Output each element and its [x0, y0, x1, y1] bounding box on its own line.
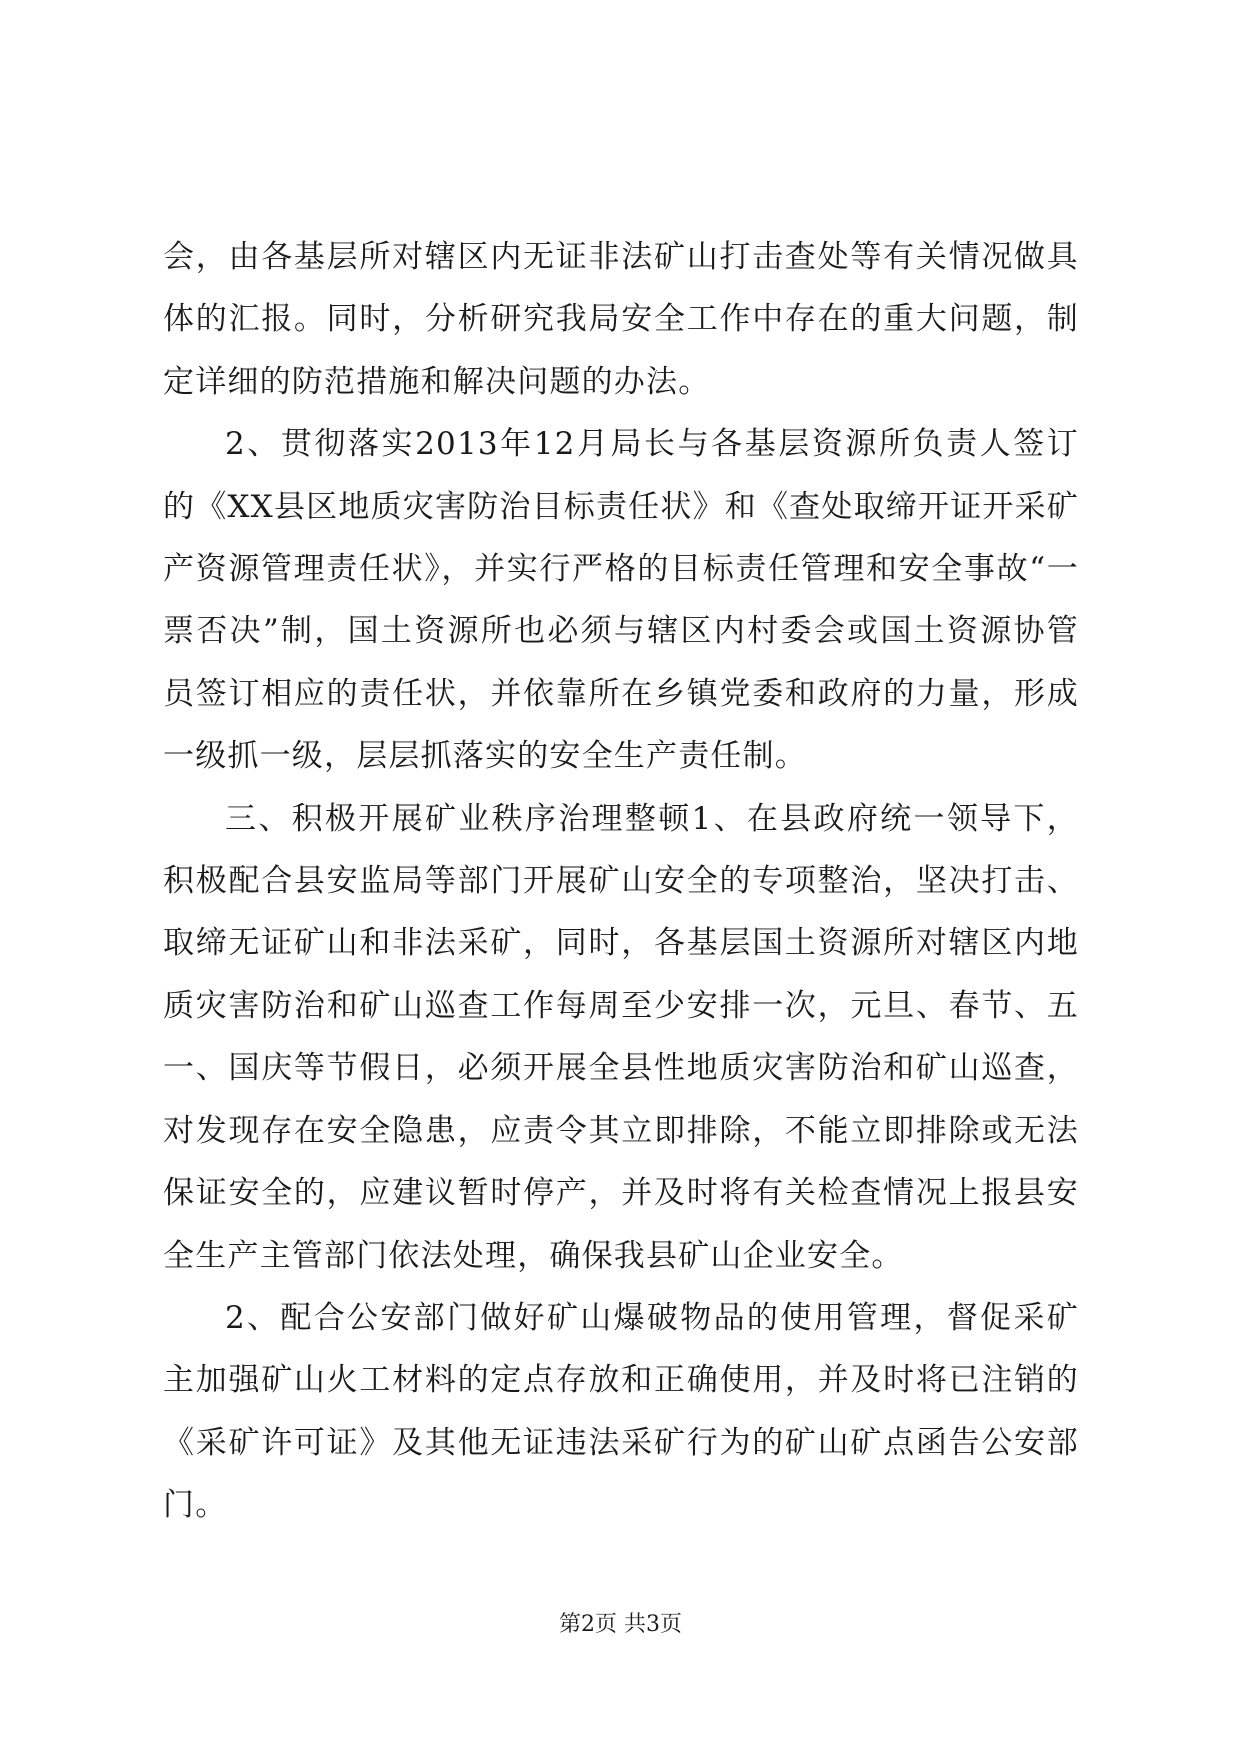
document-body	[163, 226, 1079, 1537]
paragraph-4: 2、配合公安部门做好矿山爆破物品的使用管理，督促采矿主加强矿山火工材料的定点存放和正确使用，并及时将已注销的《采矿许可证》及其他无证违法采矿行为的矿山矿点函告公安部门。	[163, 1299, 1079, 1524]
paragraph-1: 会，由各基层所对辖区内无证非法矿山打击查处等有关情况做具体的汇报。同时，分析研究我局安全工作中存在的重大问题，制定详细的防范措施和解决问题的办法。	[163, 239, 1079, 400]
paragraph-3: 三、积极开展矿业秩序治理整顿1、在县政府统一领导下，积极配合县安监局等部门开展矿山安全的专项整治，坚决打击、取缔无证矿山和非法采矿，同时，各基层国土资源所对辖区内地质灾害防治和矿山巡查工作每周至少安排一次，元旦、春节、五一、国庆等节假日，必须开展全县性地质灾害防治和矿山巡查，对发现存在安全隐患，应责令其立即排除，不能立即排除或无法保证安全的，应建议暂时停产，并及时将有关检查情况上报县安全生产主管部门依法处理，确保我县矿山企业安全。	[163, 800, 1079, 1274]
paragraph-2: 2、贯彻落实2013年12月局长与各基层资源所负责人签订的《XX县区地质灾害防治目标责任状》和《查处取缔开证开采矿产资源管理责任状》，并实行严格的目标责任管理和安全事故“一票否决”制，国土资源所也必须与辖区内村委会或国土资源协管员签订相应的责任状，并依靠所在乡镇党委和政府的力量，形成一级抓一级，层层抓落实的安全生产责任制。	[163, 426, 1079, 775]
page-number-footer: 第2页 共3页	[559, 1612, 682, 1637]
